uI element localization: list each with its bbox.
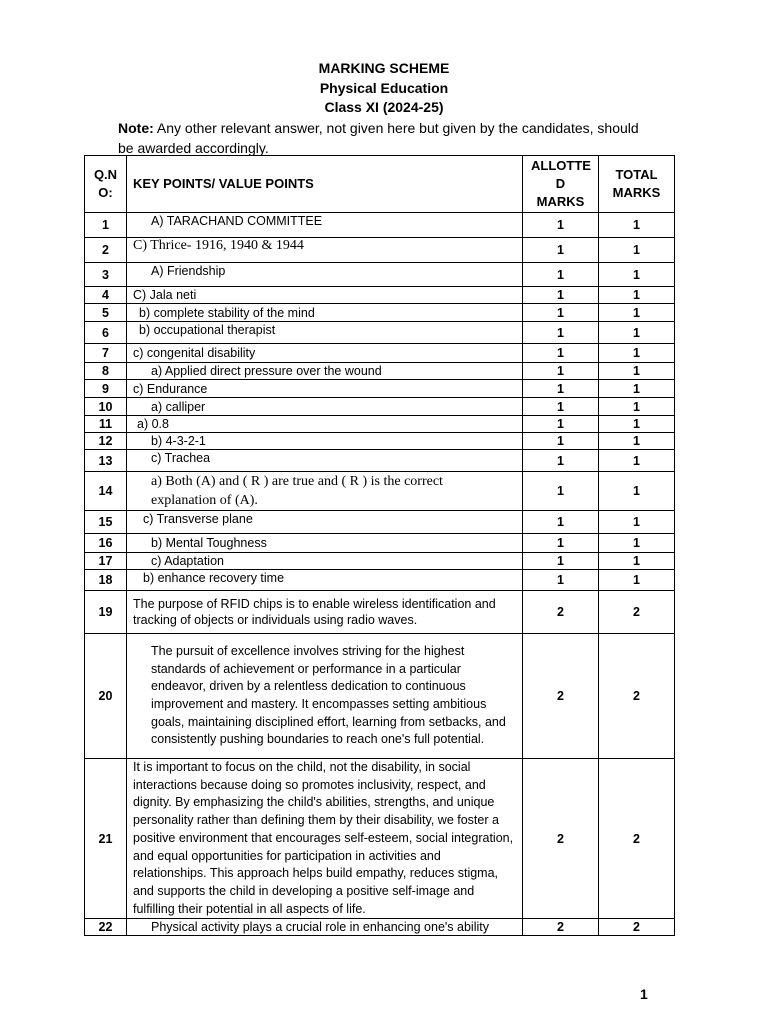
key-point: c) Adaptation — [127, 553, 523, 570]
total-marks: 1 — [599, 416, 675, 433]
allotted-marks: 1 — [523, 238, 599, 263]
total-marks: 1 — [599, 213, 675, 238]
key-point: b) occupational therapist — [127, 322, 523, 344]
question-number: 6 — [85, 322, 127, 344]
document-title: MARKING SCHEME — [318, 60, 450, 76]
allotted-marks: 2 — [523, 634, 599, 759]
total-marks: 1 — [599, 511, 675, 534]
table-row — [85, 380, 675, 398]
question-number: 18 — [85, 570, 127, 591]
allotted-marks: 1 — [523, 344, 599, 363]
note-label: Note: — [118, 120, 154, 136]
allotted-marks: 1 — [523, 511, 599, 534]
question-number: 15 — [85, 511, 127, 534]
table-row — [85, 759, 675, 919]
table-row — [85, 591, 675, 634]
key-point: C) Thrice- 1916, 1940 & 1944 — [127, 238, 523, 263]
question-number: 2 — [85, 238, 127, 263]
table-row — [85, 919, 675, 936]
question-number: 5 — [85, 304, 127, 322]
key-points-header: KEY POINTS/ VALUE POINTS — [127, 156, 523, 213]
question-number: 9 — [85, 380, 127, 398]
question-number: 3 — [85, 263, 127, 287]
question-number: 8 — [85, 363, 127, 380]
total-marks: 1 — [599, 287, 675, 304]
key-point: C) Jala neti — [127, 287, 523, 304]
table-row — [85, 322, 675, 344]
allotted-marks-header: ALLOTTE D MARKS — [523, 156, 599, 213]
total-marks: 1 — [599, 363, 675, 380]
total-marks: 2 — [599, 591, 675, 634]
total-marks: 1 — [599, 433, 675, 450]
key-point: Physical activity plays a crucial role in enhancing one's ability — [127, 919, 523, 936]
total-marks: 1 — [599, 553, 675, 570]
total-marks: 1 — [599, 380, 675, 398]
key-point: b) Mental Toughness — [127, 534, 523, 553]
key-point: a) 0.8 — [127, 416, 523, 433]
page-number: 1 — [640, 986, 648, 1002]
total-marks: 1 — [599, 344, 675, 363]
total-marks: 1 — [599, 238, 675, 263]
table-row — [85, 433, 675, 450]
question-number: 12 — [85, 433, 127, 450]
total-marks-header: TOTAL MARKS — [599, 156, 675, 213]
allotted-marks: 2 — [523, 759, 599, 919]
table-row — [85, 344, 675, 363]
table-row — [85, 287, 675, 304]
table-row — [85, 213, 675, 238]
allotted-marks: 2 — [523, 591, 599, 634]
question-number: 1 — [85, 213, 127, 238]
total-marks: 1 — [599, 534, 675, 553]
total-marks: 1 — [599, 322, 675, 344]
allotted-marks: 1 — [523, 450, 599, 472]
question-number: 17 — [85, 553, 127, 570]
total-marks: 1 — [599, 398, 675, 416]
allotted-marks: 1 — [523, 287, 599, 304]
allotted-marks: 2 — [523, 919, 599, 936]
allotted-marks: 1 — [523, 398, 599, 416]
table-row — [85, 534, 675, 553]
key-point: c) Transverse plane — [127, 511, 523, 534]
question-number: 11 — [85, 416, 127, 433]
allotted-marks: 1 — [523, 433, 599, 450]
key-point: It is important to focus on the child, not the disability, in social interactions because doing so promotes inclusivity, respect, and dignity. By emphasizing the child's abilities, strengths, and unique personality rather than defining them by their disability, we foster a positive environment that encourages self-esteem, social integration, and equal opportunities for participation in activities and relationships. This approach helps build empathy, reduces stigma, and supports the child in developing a positive self-image and fulfilling their potential in all aspects of life. — [127, 759, 523, 919]
marking-table — [84, 155, 675, 936]
table-body — [85, 213, 675, 936]
table-row — [85, 472, 675, 511]
question-number: 4 — [85, 287, 127, 304]
total-marks: 1 — [599, 304, 675, 322]
key-point: b) 4-3-2-1 — [127, 433, 523, 450]
allotted-marks: 1 — [523, 472, 599, 511]
table-row — [85, 398, 675, 416]
allotted-marks: 1 — [523, 263, 599, 287]
key-point: a) Applied direct pressure over the wound — [127, 363, 523, 380]
question-number: 19 — [85, 591, 127, 634]
table-row — [85, 238, 675, 263]
total-marks: 1 — [599, 450, 675, 472]
total-marks: 1 — [599, 263, 675, 287]
question-number: 7 — [85, 344, 127, 363]
table-row — [85, 416, 675, 433]
note — [118, 118, 658, 158]
key-point: c) Endurance — [127, 380, 523, 398]
question-number: 16 — [85, 534, 127, 553]
allotted-marks: 1 — [523, 570, 599, 591]
class-heading: Class XI (2024-25) — [324, 99, 444, 115]
subject-heading: Physical Education — [319, 80, 449, 96]
question-number: 20 — [85, 634, 127, 759]
question-number: 21 — [85, 759, 127, 919]
key-point: b) enhance recovery time — [127, 570, 523, 591]
allotted-marks: 1 — [523, 534, 599, 553]
table-row — [85, 263, 675, 287]
allotted-marks: 1 — [523, 380, 599, 398]
key-point: A) TARACHAND COMMITTEE — [127, 213, 523, 238]
allotted-marks: 1 — [523, 322, 599, 344]
table-row — [85, 570, 675, 591]
key-point: a) calliper — [127, 398, 523, 416]
total-marks: 2 — [599, 919, 675, 936]
table-row — [85, 634, 675, 759]
qno-header: Q.N O: — [85, 156, 127, 213]
key-point: a) Both (A) and ( R ) are true and ( R ) is the correct explanation of (A). — [127, 472, 523, 511]
note-text: Any other relevant answer, not given here but given by the candidates, should be awarded accordingly. — [118, 120, 639, 156]
question-number: 22 — [85, 919, 127, 936]
table-row — [85, 304, 675, 322]
table-row — [85, 363, 675, 380]
table-row — [85, 553, 675, 570]
question-number: 13 — [85, 450, 127, 472]
question-number: 10 — [85, 398, 127, 416]
allotted-marks: 1 — [523, 363, 599, 380]
key-point: b) complete stability of the mind — [127, 304, 523, 322]
allotted-marks: 1 — [523, 304, 599, 322]
total-marks: 1 — [599, 570, 675, 591]
allotted-marks: 1 — [523, 416, 599, 433]
total-marks: 2 — [599, 634, 675, 759]
key-point: The pursuit of excellence involves striving for the highest standards of achievement or performance in a particular endeavor, driven by a relentless dedication to continuous improvement and mastery. It encompasses setting ambitious goals, maintaining disciplined effort, learning from setbacks, and consistently pushing boundaries to reach one's full potential. — [127, 634, 523, 759]
table-row — [85, 511, 675, 534]
total-marks: 2 — [599, 759, 675, 919]
allotted-marks: 1 — [523, 213, 599, 238]
key-point: The purpose of RFID chips is to enable wireless identification and tracking of objects or individuals using radio waves. — [127, 591, 523, 634]
total-marks: 1 — [599, 472, 675, 511]
key-point: c) Trachea — [127, 450, 523, 472]
key-point: c) congenital disability — [127, 344, 523, 363]
table-row — [85, 450, 675, 472]
key-point: A) Friendship — [127, 263, 523, 287]
question-number: 14 — [85, 472, 127, 511]
allotted-marks: 1 — [523, 553, 599, 570]
